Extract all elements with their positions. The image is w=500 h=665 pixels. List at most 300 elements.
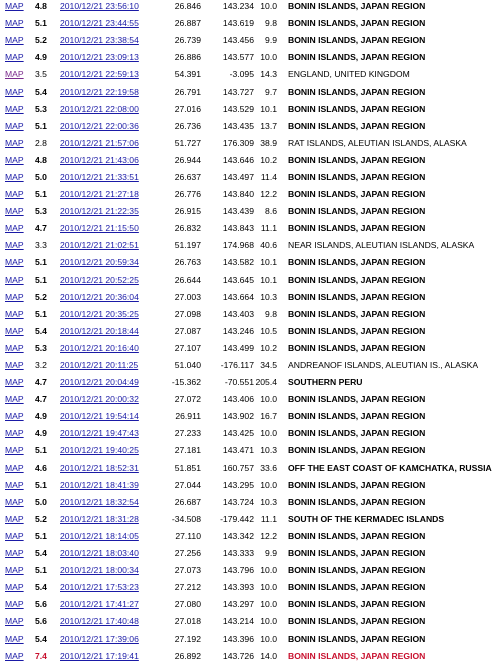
map-cell [0, 648, 34, 665]
time-cell [60, 118, 152, 135]
magnitude: 5.3 [35, 206, 47, 217]
map-link[interactable]: MAP [5, 325, 24, 336]
map-link[interactable]: MAP [5, 206, 24, 217]
event-time-link[interactable]: 2010/12/21 17:41:27 [60, 599, 139, 610]
earthquake-row [0, 289, 500, 306]
event-time-link[interactable]: 2010/12/21 17:53:23 [60, 582, 139, 593]
earthquake-row [0, 323, 500, 340]
event-time-link[interactable]: 2010/12/21 21:15:50 [60, 223, 139, 234]
event-time-link[interactable]: 2010/12/21 18:41:39 [60, 479, 139, 490]
map-link[interactable]: MAP [5, 565, 24, 576]
longitude: 143.214 [222, 616, 254, 627]
map-link[interactable]: MAP [5, 1, 24, 12]
map-link[interactable]: MAP [5, 599, 24, 610]
depth: 10.0 [260, 52, 277, 63]
depth: 205.4 [255, 377, 277, 388]
event-time-link[interactable]: 2010/12/21 21:02:51 [60, 240, 139, 251]
column-gap [277, 306, 288, 323]
latitude: 27.073 [174, 565, 201, 576]
event-time-link[interactable]: 2010/12/21 21:57:06 [60, 137, 139, 148]
event-time-link[interactable]: 2010/12/21 23:09:13 [60, 52, 139, 63]
magnitude: 5.1 [35, 445, 47, 456]
earthquake-row [0, 579, 500, 596]
time-cell [60, 374, 152, 391]
event-time-link[interactable]: 2010/12/21 17:19:41 [60, 650, 139, 661]
latitude: 26.687 [174, 496, 201, 507]
map-link[interactable]: MAP [5, 377, 24, 388]
depth: 9.8 [265, 308, 277, 319]
column-gap [277, 203, 288, 220]
earthquake-row [0, 135, 500, 152]
event-time-link[interactable]: 2010/12/21 17:39:06 [60, 633, 139, 644]
map-cell [0, 340, 34, 357]
event-time-link[interactable]: 2010/12/21 20:59:34 [60, 257, 139, 268]
region: ANDREANOF ISLANDS, ALEUTIAN IS., ALASKA [288, 360, 479, 371]
time-cell [60, 289, 152, 306]
time-cell [60, 49, 152, 66]
magnitude: 3.5 [35, 69, 47, 80]
map-cell [0, 511, 34, 528]
time-cell [60, 477, 152, 494]
latitude: 27.003 [174, 291, 201, 302]
event-time-link[interactable]: 2010/12/21 20:00:32 [60, 394, 139, 405]
map-cell [0, 460, 34, 477]
magnitude: 5.4 [35, 325, 47, 336]
region: BONIN ISLANDS, JAPAN REGION [288, 428, 426, 439]
column-gap [277, 613, 288, 630]
longitude: 143.333 [222, 548, 254, 559]
region: BONIN ISLANDS, JAPAN REGION [288, 308, 426, 319]
earthquake-row [0, 306, 500, 323]
longitude: -179.442 [220, 513, 254, 524]
column-gap [277, 323, 288, 340]
map-link[interactable]: MAP [5, 496, 24, 507]
event-time-link[interactable]: 2010/12/21 20:52:25 [60, 274, 139, 285]
longitude: 143.342 [222, 530, 254, 541]
depth: 10.0 [260, 428, 277, 439]
magnitude: 5.1 [35, 18, 47, 29]
latitude: 27.192 [174, 633, 201, 644]
column-gap [277, 545, 288, 562]
earthquake-row [0, 528, 500, 545]
event-time-link[interactable]: 2010/12/21 19:47:43 [60, 428, 139, 439]
earthquake-row [0, 66, 500, 83]
longitude: 143.645 [222, 274, 254, 285]
map-cell [0, 357, 34, 374]
earthquake-row [0, 442, 500, 459]
time-cell [60, 203, 152, 220]
latitude: 26.644 [174, 274, 201, 285]
latitude: 27.256 [174, 548, 201, 559]
map-link[interactable]: MAP [5, 342, 24, 353]
region: BONIN ISLANDS, JAPAN REGION [288, 206, 426, 217]
time-cell [60, 152, 152, 169]
earthquake-row [0, 425, 500, 442]
depth: 12.2 [260, 530, 277, 541]
map-cell [0, 254, 34, 271]
event-time-link[interactable]: 2010/12/21 23:44:55 [60, 18, 139, 29]
map-cell [0, 528, 34, 545]
latitude: 51.851 [174, 462, 201, 473]
depth: 34.5 [260, 360, 277, 371]
latitude: 26.791 [174, 86, 201, 97]
depth: 16.7 [260, 411, 277, 422]
time-cell [60, 562, 152, 579]
region: BONIN ISLANDS, JAPAN REGION [288, 1, 426, 12]
column-gap [277, 408, 288, 425]
depth: 14.0 [260, 650, 277, 661]
magnitude: 5.1 [35, 530, 47, 541]
earthquake-row [0, 186, 500, 203]
map-cell [0, 562, 34, 579]
column-gap [277, 83, 288, 100]
latitude: 26.886 [174, 52, 201, 63]
time-cell [60, 169, 152, 186]
depth: 10.1 [260, 103, 277, 114]
region: SOUTH OF THE KERMADEC ISLANDS [288, 513, 445, 524]
event-time-link[interactable]: 2010/12/21 22:00:36 [60, 120, 139, 131]
region: RAT ISLANDS, ALEUTIAN ISLANDS, ALASKA [288, 137, 467, 148]
event-time-link[interactable]: 2010/12/21 21:33:51 [60, 171, 139, 182]
earthquake-row [0, 391, 500, 408]
magnitude: 5.2 [35, 35, 47, 46]
time-cell [60, 425, 152, 442]
map-cell [0, 494, 34, 511]
magnitude: 5.4 [35, 633, 47, 644]
column-gap [277, 272, 288, 289]
latitude: 26.739 [174, 35, 201, 46]
latitude: 26.763 [174, 257, 201, 268]
event-time-link[interactable]: 2010/12/21 20:18:44 [60, 325, 139, 336]
map-cell [0, 596, 34, 613]
earthquake-row [0, 203, 500, 220]
depth: 10.1 [260, 257, 277, 268]
magnitude: 4.7 [35, 377, 47, 388]
longitude: 143.246 [222, 325, 254, 336]
map-cell [0, 391, 34, 408]
region: BONIN ISLANDS, JAPAN REGION [288, 291, 426, 302]
longitude: 143.840 [222, 189, 254, 200]
event-time-link[interactable]: 2010/12/21 22:19:58 [60, 86, 139, 97]
time-cell [60, 0, 152, 15]
longitude: 143.396 [222, 633, 254, 644]
event-time-link[interactable]: 2010/12/21 22:08:00 [60, 103, 139, 114]
map-link[interactable]: MAP [5, 86, 24, 97]
event-time-link[interactable]: 2010/12/21 18:00:34 [60, 565, 139, 576]
map-link[interactable]: MAP [5, 18, 24, 29]
earthquake-row [0, 101, 500, 118]
region: BONIN ISLANDS, JAPAN REGION [288, 223, 426, 234]
magnitude: 4.7 [35, 223, 47, 234]
map-cell [0, 442, 34, 459]
map-link[interactable]: MAP [5, 154, 24, 165]
longitude: 143.403 [222, 308, 254, 319]
map-cell [0, 220, 34, 237]
event-time-link[interactable]: 2010/12/21 21:22:35 [60, 206, 139, 217]
region: BONIN ISLANDS, JAPAN REGION [288, 530, 426, 541]
longitude: 176.309 [222, 137, 254, 148]
event-time-link[interactable]: 2010/12/21 19:54:14 [60, 411, 139, 422]
region: SOUTHERN PERU [288, 377, 363, 388]
region: BONIN ISLANDS, JAPAN REGION [288, 325, 426, 336]
latitude: 51.040 [174, 360, 201, 371]
latitude: 26.846 [174, 1, 201, 12]
region: BONIN ISLANDS, JAPAN REGION [288, 496, 426, 507]
map-link[interactable]: MAP [5, 223, 24, 234]
time-cell [60, 15, 152, 32]
region: BONIN ISLANDS, JAPAN REGION [288, 411, 426, 422]
earthquake-row [0, 152, 500, 169]
time-cell [60, 66, 152, 83]
map-link[interactable]: MAP [5, 137, 24, 148]
region: BONIN ISLANDS, JAPAN REGION [288, 120, 426, 131]
earthquake-row [0, 237, 500, 254]
event-time-link[interactable]: 2010/12/21 23:56:10 [60, 1, 139, 12]
map-cell [0, 323, 34, 340]
longitude: 143.497 [222, 171, 254, 182]
longitude: -3.095 [229, 69, 254, 80]
time-cell [60, 237, 152, 254]
column-gap [277, 425, 288, 442]
map-link[interactable]: MAP [5, 530, 24, 541]
time-cell [60, 494, 152, 511]
map-link[interactable]: MAP [5, 291, 24, 302]
column-gap [277, 289, 288, 306]
region: BONIN ISLANDS, JAPAN REGION [288, 565, 426, 576]
map-link[interactable]: MAP [5, 69, 24, 80]
longitude: 143.727 [222, 86, 254, 97]
map-link[interactable]: MAP [5, 411, 24, 422]
magnitude: 4.7 [35, 394, 47, 405]
map-cell [0, 15, 34, 32]
map-cell [0, 186, 34, 203]
longitude: 143.471 [222, 445, 254, 456]
magnitude: 7.4 [35, 650, 47, 661]
magnitude: 5.0 [35, 496, 47, 507]
time-cell [60, 408, 152, 425]
map-cell [0, 169, 34, 186]
longitude: 143.724 [222, 496, 254, 507]
event-time-link[interactable]: 2010/12/21 20:04:49 [60, 377, 139, 388]
earthquake-row [0, 15, 500, 32]
time-cell [60, 511, 152, 528]
event-time-link[interactable]: 2010/12/21 18:52:31 [60, 462, 139, 473]
map-cell [0, 66, 34, 83]
latitude: 26.944 [174, 154, 201, 165]
magnitude: 4.6 [35, 462, 47, 473]
depth: 9.9 [265, 35, 277, 46]
depth: 10.2 [260, 342, 277, 353]
time-cell [60, 323, 152, 340]
magnitude: 4.8 [35, 1, 47, 12]
event-time-link[interactable]: 2010/12/21 18:32:54 [60, 496, 139, 507]
latitude: 26.637 [174, 171, 201, 182]
latitude: 27.018 [174, 616, 201, 627]
longitude: 143.435 [222, 120, 254, 131]
depth: 38.9 [260, 137, 277, 148]
map-cell [0, 425, 34, 442]
depth: 13.7 [260, 120, 277, 131]
latitude: 54.391 [174, 69, 201, 80]
column-gap [277, 340, 288, 357]
event-time-link[interactable]: 2010/12/21 20:35:25 [60, 308, 139, 319]
earthquake-row [0, 648, 500, 665]
map-link[interactable]: MAP [5, 240, 24, 251]
depth: 10.0 [260, 394, 277, 405]
magnitude: 4.9 [35, 428, 47, 439]
latitude: 26.915 [174, 206, 201, 217]
map-cell [0, 118, 34, 135]
earthquake-row [0, 408, 500, 425]
event-time-link[interactable]: 2010/12/21 17:40:48 [60, 616, 139, 627]
depth: 9.8 [265, 18, 277, 29]
magnitude: 5.1 [35, 189, 47, 200]
map-link[interactable]: MAP [5, 103, 24, 114]
earthquake-row [0, 562, 500, 579]
earthquake-row [0, 545, 500, 562]
longitude: 143.619 [222, 18, 254, 29]
event-time-link[interactable]: 2010/12/21 23:38:54 [60, 35, 139, 46]
latitude: 51.197 [174, 240, 201, 251]
latitude: 51.727 [174, 137, 201, 148]
depth: 10.0 [260, 616, 277, 627]
column-gap [277, 648, 288, 665]
map-link[interactable]: MAP [5, 428, 24, 439]
event-time-link[interactable]: 2010/12/21 19:40:25 [60, 445, 139, 456]
time-cell [60, 83, 152, 100]
latitude: 27.016 [174, 103, 201, 114]
event-time-link[interactable]: 2010/12/21 22:59:13 [60, 69, 139, 80]
longitude: 160.757 [222, 462, 254, 473]
latitude: 27.072 [174, 394, 201, 405]
region: BONIN ISLANDS, JAPAN REGION [288, 86, 426, 97]
map-link[interactable]: MAP [5, 479, 24, 490]
latitude: 27.181 [174, 445, 201, 456]
latitude: 26.892 [174, 650, 201, 661]
magnitude: 4.8 [35, 154, 47, 165]
time-cell [60, 528, 152, 545]
map-cell [0, 545, 34, 562]
map-link[interactable]: MAP [5, 513, 24, 524]
event-time-link[interactable]: 2010/12/21 20:11:25 [60, 360, 139, 371]
earthquake-row [0, 494, 500, 511]
column-gap [277, 237, 288, 254]
time-cell [60, 340, 152, 357]
map-link[interactable]: MAP [5, 360, 24, 371]
earthquake-row [0, 511, 500, 528]
time-cell [60, 220, 152, 237]
depth: 10.0 [260, 479, 277, 490]
map-link[interactable]: MAP [5, 445, 24, 456]
longitude: 174.968 [222, 240, 254, 251]
column-gap [277, 135, 288, 152]
map-link[interactable]: MAP [5, 462, 24, 473]
region: BONIN ISLANDS, JAPAN REGION [288, 274, 426, 285]
longitude: 143.297 [222, 599, 254, 610]
magnitude: 5.6 [35, 616, 47, 627]
region: BONIN ISLANDS, JAPAN REGION [288, 171, 426, 182]
map-cell [0, 0, 34, 15]
earthquake-row [0, 118, 500, 135]
event-time-link[interactable]: 2010/12/21 18:03:40 [60, 548, 139, 559]
column-gap [277, 15, 288, 32]
map-link[interactable]: MAP [5, 633, 24, 644]
magnitude: 5.1 [35, 257, 47, 268]
map-link[interactable]: MAP [5, 120, 24, 131]
column-gap [277, 0, 288, 15]
event-time-link[interactable]: 2010/12/21 18:31:28 [60, 513, 139, 524]
earthquake-row [0, 357, 500, 374]
magnitude: 5.3 [35, 342, 47, 353]
map-link[interactable]: MAP [5, 52, 24, 63]
time-cell [60, 135, 152, 152]
column-gap [277, 152, 288, 169]
longitude: 143.393 [222, 582, 254, 593]
region: BONIN ISLANDS, JAPAN REGION [288, 445, 426, 456]
event-time-link[interactable]: 2010/12/21 18:14:05 [60, 530, 139, 541]
map-link[interactable]: MAP [5, 650, 24, 661]
map-link[interactable]: MAP [5, 35, 24, 46]
time-cell [60, 596, 152, 613]
depth: 40.6 [260, 240, 277, 251]
time-cell [60, 442, 152, 459]
longitude: -176.117 [220, 360, 254, 371]
map-link[interactable]: MAP [5, 171, 24, 182]
region: BONIN ISLANDS, JAPAN REGION [288, 342, 426, 353]
column-gap [277, 66, 288, 83]
earthquake-row [0, 596, 500, 613]
event-time-link[interactable]: 2010/12/21 21:43:06 [60, 154, 139, 165]
map-link[interactable]: MAP [5, 394, 24, 405]
map-link[interactable]: MAP [5, 257, 24, 268]
map-link[interactable]: MAP [5, 548, 24, 559]
column-gap [277, 596, 288, 613]
column-gap [277, 374, 288, 391]
earthquake-row [0, 477, 500, 494]
region: BONIN ISLANDS, JAPAN REGION [288, 582, 426, 593]
map-cell [0, 32, 34, 49]
longitude: -70.551 [224, 377, 254, 388]
time-cell [60, 254, 152, 271]
region: BONIN ISLANDS, JAPAN REGION [288, 257, 426, 268]
map-cell [0, 408, 34, 425]
map-link[interactable]: MAP [5, 616, 24, 627]
region: NEAR ISLANDS, ALEUTIAN ISLANDS, ALASKA [288, 240, 475, 251]
map-cell [0, 203, 34, 220]
column-gap [277, 511, 288, 528]
column-gap [277, 118, 288, 135]
map-link[interactable]: MAP [5, 308, 24, 319]
depth: 10.0 [260, 582, 277, 593]
map-link[interactable]: MAP [5, 274, 24, 285]
column-gap [277, 477, 288, 494]
event-time-link[interactable]: 2010/12/21 21:27:18 [60, 189, 139, 200]
time-cell [60, 460, 152, 477]
column-gap [277, 562, 288, 579]
map-link[interactable]: MAP [5, 189, 24, 200]
earthquake-row [0, 630, 500, 647]
latitude: 27.087 [174, 325, 201, 336]
event-time-link[interactable]: 2010/12/21 20:36:04 [60, 291, 139, 302]
event-time-link[interactable]: 2010/12/21 20:16:40 [60, 342, 139, 353]
earthquake-row [0, 83, 500, 100]
magnitude: 5.4 [35, 86, 47, 97]
region: BONIN ISLANDS, JAPAN REGION [288, 599, 426, 610]
magnitude: 5.2 [35, 291, 47, 302]
map-link[interactable]: MAP [5, 582, 24, 593]
earthquake-row [0, 32, 500, 49]
magnitude: 5.1 [35, 274, 47, 285]
